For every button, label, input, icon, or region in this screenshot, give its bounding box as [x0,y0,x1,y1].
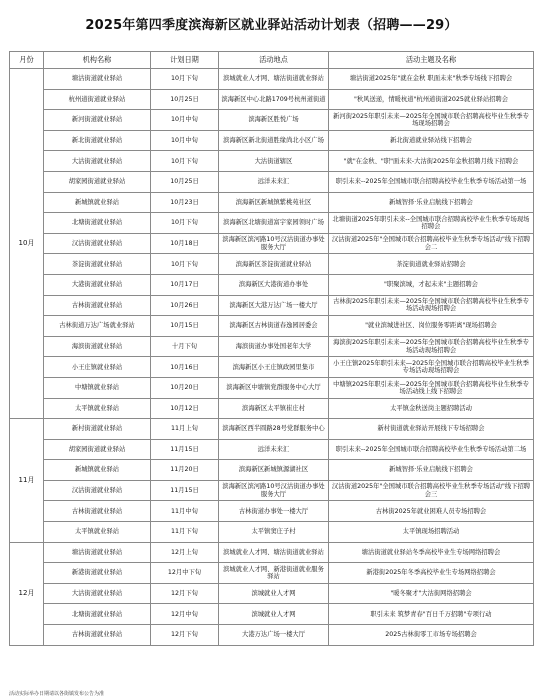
date-cell: 10月下旬 [151,254,219,275]
date-cell: 10月下旬 [151,69,219,90]
org-cell: 胡家园街道就业驿站 [44,171,151,192]
date-cell: 10月25日 [151,89,219,110]
theme-cell: 新河街2025年职引未来—2025年全国城市联合招聘高校毕业生秋季专场现场招聘会 [329,110,534,131]
theme-cell: 新北街道就业驿站线下招聘会 [329,130,534,151]
date-cell: 11月15日 [151,480,219,501]
table-row [10,171,534,192]
org-cell: 太平镇就业驿站 [44,398,151,419]
theme-cell: 职引未来--2025年全国城市联合招聘高校毕业生秋季专场活动第二场 [329,439,534,460]
org-cell: 古林街道就业驿站 [44,625,151,646]
table-row [10,625,534,646]
org-cell: 杭州道街道就业驿站 [44,89,151,110]
place-cell: 滨海新区茶淀街道就业驿站 [219,254,329,275]
page-title: 2025年第四季度滨海新区就业驿站活动计划表（招聘——29） [85,18,458,33]
place-cell: 滨海新区新北街道胜缘尚北小区广场 [219,130,329,151]
table-row [10,460,534,481]
org-cell: 汉沽街道就业驿站 [44,480,151,501]
table-row [10,439,534,460]
table-row [10,542,534,563]
org-cell: 新村街道就业驿站 [44,419,151,440]
place-cell: 滨城就业人才网、塘沽街道就业驿站 [219,69,329,90]
org-cell: 塘沽街道就业驿站 [44,542,151,563]
table-row [10,151,534,172]
date-cell: 10月17日 [151,274,219,295]
org-cell: 小王庄镇就业驿站 [44,357,151,378]
table-row [10,254,534,275]
place-cell: 滨海新区太平镇崔庄村 [219,398,329,419]
date-cell: 12月下旬 [151,625,219,646]
date-cell: 10月26日 [151,295,219,316]
theme-cell: 职引未来 筑梦青春"百日千万招聘"专项行动 [329,604,534,625]
place-cell: 滨海新区滨河路10号汉沽街道办事处服务大厅 [219,480,329,501]
date-cell: 10月下旬 [151,213,219,234]
table-row [10,336,534,357]
header-org: 机构名称 [44,52,151,69]
month-cell: 10月 [10,69,44,419]
place-cell: 古林街道办事处一楼大厅 [219,501,329,522]
theme-cell: "职聚滨城，才起未来"主题招聘会 [329,274,534,295]
date-cell: 11月中旬 [151,501,219,522]
theme-cell: 海滨街2025年职引未来—2025年全国城市联合招聘高校毕业生秋季专场活动现场招聘会 [329,336,534,357]
place-cell: 滨城就业人才网、新港街道就业服务驿站 [219,563,329,584]
date-cell: 11月15日 [151,439,219,460]
org-cell: 茶淀街道就业驿站 [44,254,151,275]
theme-cell: 新城智择·乐业启航线下招聘会 [329,460,534,481]
date-cell: 10月23日 [151,192,219,213]
table-header-row [10,52,534,69]
place-cell: 滨海新区新城镇源湖社区 [219,460,329,481]
table-row [10,419,534,440]
date-cell: 10月16日 [151,357,219,378]
theme-cell: 新城智择·乐业启航线下招聘会 [329,192,534,213]
header-theme: 活动主题及名称 [329,52,534,69]
org-cell: 大港街道就业驿站 [44,274,151,295]
table-row [10,130,534,151]
table-row [10,563,534,584]
footnote: 活动实际举办日期请以各街镇发布公告为准 [9,691,105,697]
place-cell: 滨海新区西半圆路28号党群服务中心 [219,419,329,440]
date-cell: 11月下旬 [151,522,219,543]
table-row [10,501,534,522]
table-row [10,583,534,604]
table-row [10,480,534,501]
org-cell: 新河街道就业驿站 [44,110,151,131]
org-cell: 新港街道就业驿站 [44,563,151,584]
table-row [10,69,534,90]
table-row [10,213,534,234]
table-row [10,110,534,131]
theme-cell: "秋风送递，情暖杭道"杭州道街道2025就业驿站招聘会 [329,89,534,110]
theme-cell: 塘沽街道就业驿站冬季高校毕业生专场网络招聘会 [329,542,534,563]
org-cell: 胡家园街道就业驿站 [44,439,151,460]
theme-cell: 职引未来--2025年全国城市联合招聘高校毕业生秋季专场活动第一场 [329,171,534,192]
date-cell: 12月上旬 [151,542,219,563]
place-cell: 滨海新区中塘镇党群服务中心大厅 [219,377,329,398]
org-cell: 新北街道就业驿站 [44,130,151,151]
header-month: 月份 [10,52,44,69]
org-cell: 北塘街道就业驿站 [44,604,151,625]
place-cell: 滨城就业人才网 [219,583,329,604]
table-row [10,233,534,254]
date-cell: 10月中旬 [151,130,219,151]
date-cell: 10月中旬 [151,110,219,131]
table-row [10,522,534,543]
place-cell: 滨海新区滨河路10号汉沽街道办事处服务大厅 [219,233,329,254]
date-cell: 10月下旬 [151,151,219,172]
date-cell: 12月下旬 [151,583,219,604]
table-row [10,357,534,378]
theme-cell: 茶淀街道就业驿站招聘会 [329,254,534,275]
theme-cell: "就业滨城进社区、岗位服务零距离"现场招聘会 [329,316,534,337]
theme-cell: 小王庄镇2025年职引未来—2025年全国城市联合招聘高校毕业生秋季专场活动现场招聘会 [329,357,534,378]
place-cell: 滨海新区胜悦广场 [219,110,329,131]
table-row [10,89,534,110]
org-cell: 古林街道就业驿站 [44,295,151,316]
date-cell: 12月中下旬 [151,563,219,584]
theme-cell: 太平镇现场招聘活动 [329,522,534,543]
theme-cell: 古林街2025年职引未来—2025年全国城市联合招聘高校毕业生秋季专场活动现场招聘会 [329,295,534,316]
place-cell: 太平镇窦庄子村 [219,522,329,543]
header-date: 计划日期 [151,52,219,69]
table-row [10,192,534,213]
org-cell: 海滨街道就业驿站 [44,336,151,357]
table-row [10,295,534,316]
date-cell: 10月20日 [151,377,219,398]
org-cell: 新城镇就业驿站 [44,192,151,213]
theme-cell: "就"在金秋、"职"面未来-大沽街2025年金秋招聘月线下招聘会 [329,151,534,172]
place-cell: 滨城就业人才网、塘沽街道就业驿站 [219,542,329,563]
place-cell: 大沽街道辖区 [219,151,329,172]
date-cell: 11月20日 [151,460,219,481]
date-cell: 10月15日 [151,316,219,337]
place-cell: 滨海新区北塘街道富宇家园领时广场 [219,213,329,234]
org-cell: 北塘街道就业驿站 [44,213,151,234]
theme-cell: "暖冬聚才"大沽街网络招聘会 [329,583,534,604]
org-cell: 古林街道就业驿站 [44,501,151,522]
org-cell: 古林街道万达广场就业驿站 [44,316,151,337]
place-cell: 远洋未来汇 [219,439,329,460]
org-cell: 新城镇就业驿站 [44,460,151,481]
theme-cell: 新港街2025年冬季高校毕业生专场网络招聘会 [329,563,534,584]
date-cell: 十月下旬 [151,336,219,357]
month-cell: 12月 [10,542,44,645]
theme-cell: 北塘街道2025年职引未来--全国城市联合招聘高校毕业生秋季专场现场招聘会 [329,213,534,234]
activity-plan-table [9,51,534,646]
place-cell: 滨城就业人才网 [219,604,329,625]
place-cell: 滨海新区大港万达广场一楼大厅 [219,295,329,316]
date-cell: 12月中旬 [151,604,219,625]
place-cell: 滨海新区小王庄镇政园里集市 [219,357,329,378]
table-row [10,274,534,295]
theme-cell: 新村街道就业驿站开展线下专场招聘会 [329,419,534,440]
place-cell: 海滨街道办事处国老年大学 [219,336,329,357]
place-cell: 滨海新区大港街道办事处 [219,274,329,295]
theme-cell: 塘沽街道2025年"就在金秋 职面未来"秋季专场线下招聘会 [329,69,534,90]
date-cell: 11月上旬 [151,419,219,440]
place-cell: 滨海新区古林街道春逸园居委会 [219,316,329,337]
place-cell: 大港万达广场一楼大厅 [219,625,329,646]
date-cell: 10月12日 [151,398,219,419]
date-cell: 10月18日 [151,233,219,254]
table-row [10,604,534,625]
table-row [10,316,534,337]
place-cell: 远洋未来汇 [219,171,329,192]
org-cell: 大沽街道就业驿站 [44,151,151,172]
theme-cell: 古林街2025年就业困难人员专场招聘会 [329,501,534,522]
place-cell: 滨海新区新城镇紫桃苑社区 [219,192,329,213]
header-place: 活动地点 [219,52,329,69]
theme-cell: 2025古林街零工市场专场招聘会 [329,625,534,646]
org-cell: 太平镇就业驿站 [44,522,151,543]
org-cell: 大沽街道就业驿站 [44,583,151,604]
theme-cell: 太平镇金秋送岗主题招聘活动 [329,398,534,419]
place-cell: 滨海新区中心北路1709号杭州道街道 [219,89,329,110]
table-row [10,398,534,419]
table-row [10,377,534,398]
org-cell: 汉沽街道就业驿站 [44,233,151,254]
month-cell: 11月 [10,419,44,543]
theme-cell: 汉沽街道2025年"全国城市联合招聘高校毕业生秋季专场活动"线下招聘会二 [329,233,534,254]
org-cell: 中塘镇就业驿站 [44,377,151,398]
date-cell: 10月25日 [151,171,219,192]
table-body [10,69,534,646]
org-cell: 塘沽街道就业驿站 [44,69,151,90]
theme-cell: 中塘镇2025年职引未来—2025年全国城市联合招聘高校毕业生秋季专场活动线上线下招聘会 [329,377,534,398]
theme-cell: 汉沽街道2025年"全国城市联合招聘高校毕业生秋季专场活动"线下招聘会三 [329,480,534,501]
